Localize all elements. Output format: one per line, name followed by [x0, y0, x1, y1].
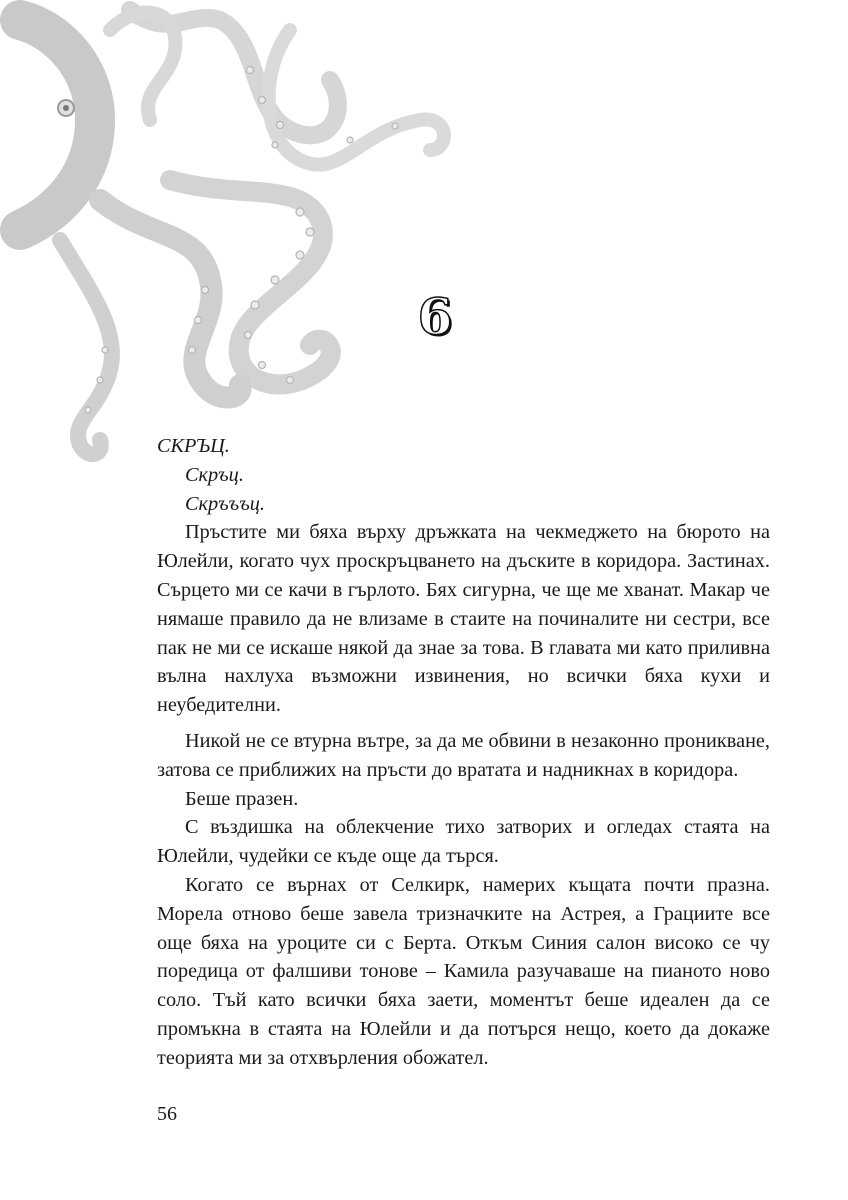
sound-effect-line: Скръъъц.: [185, 492, 265, 515]
page-number: 56: [157, 1103, 177, 1125]
chapter-text: [157, 432, 770, 1073]
sound-effect-line: Скръц.: [185, 463, 244, 486]
paragraph: Когато се върнах от Селкирк, намерих къщата почти празна. Морела отново беше завела тризначките на Астрея, а Грациите все още бяха на уроците си с Берта. Откъм Синия салон високо се чу поредица от фалшиви тонове – Камила разучаваше на пианото ново соло. Тъй като всички бяха заети, моментът беше идеален да се промъкна в стаята на Юлейли и да потърся нещо, което да докаже теорията ми за отхвърления обожател.: [157, 873, 770, 1069]
paragraph: Беше празен.: [185, 787, 299, 810]
octopus-tentacles-illustration: [0, 0, 480, 470]
paragraph: Пръстите ми бяха върху дръжката на чекмеджето на бюрото на Юлейли, когато чух проскръцването на дъските в коридора. Застинах. Сърцето ми се качи в гърлото. Бях сигурна, че ще ме хванат. Макар че нямаше правило да не влизаме в стаите на починалите ни сестри, все пак не ми се искаше някой да знае за това. В главата ми като приливна вълна нахлуха възможни извинения, но всички бяха кухи и неубедителни.: [157, 521, 770, 717]
sound-effect-line: СКРЪЦ.: [157, 435, 230, 457]
paragraph: С въздишка на облекчение тихо затворих и огледах стаята на Юлейли, чудейки се къде още да търся.: [157, 816, 770, 868]
chapter-number: 6: [417, 287, 453, 346]
paragraph: Никой не се втурна вътре, за да ме обвини в незаконно проникване, затова се приближих на пръсти до вратата и надникнах в коридора.: [157, 729, 770, 781]
